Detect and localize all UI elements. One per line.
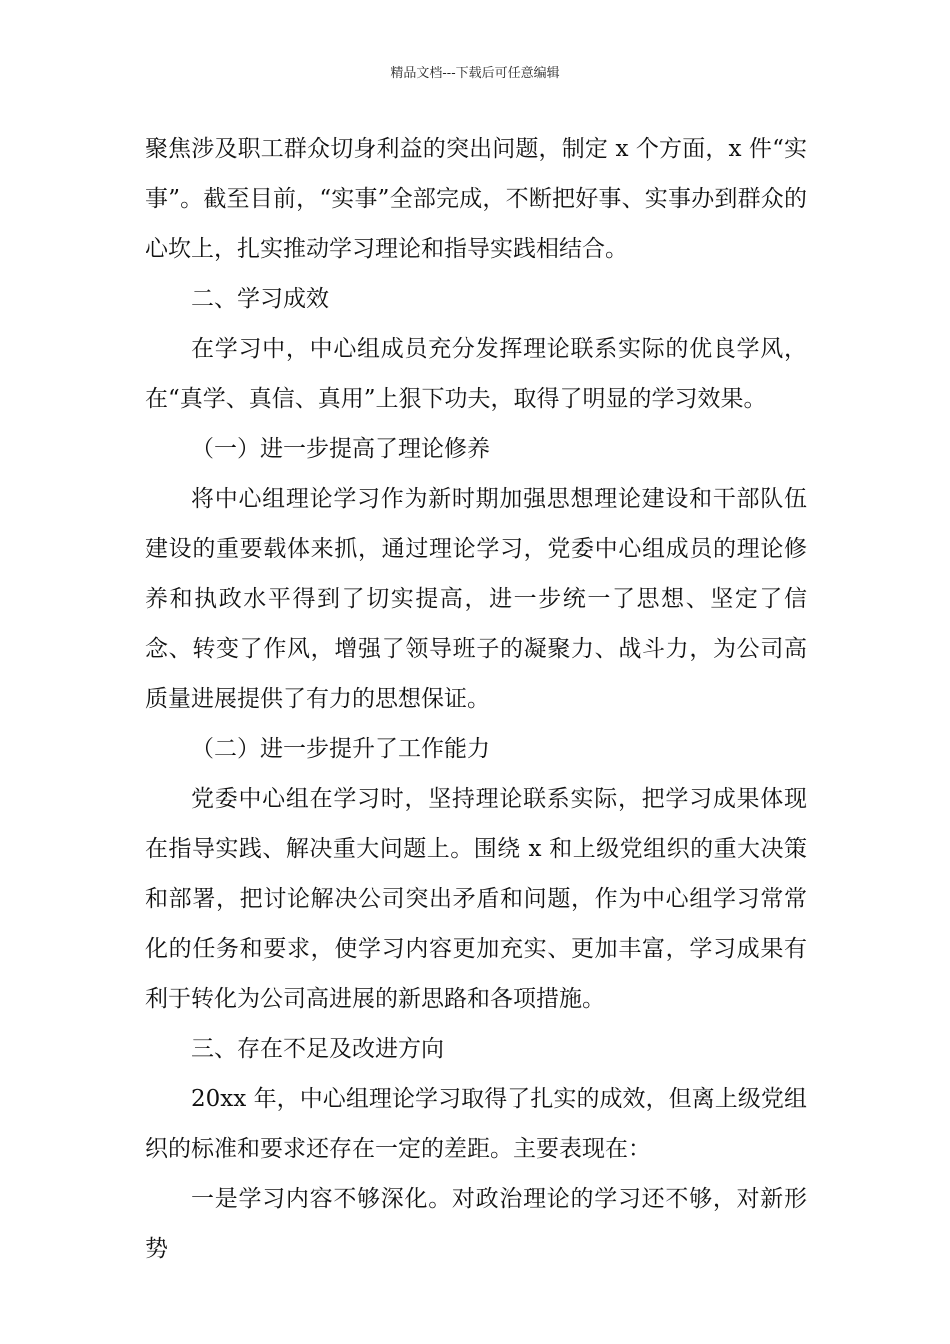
section-heading-shortcomings: 三、存在不足及改进方向 bbox=[191, 1036, 444, 1062]
subheading-theory: （一）进一步提高了理论修养 bbox=[191, 436, 490, 462]
paragraph: 20xx 年，中心组理论学习取得了扎实的成效，但离上级党组织的标准和要求还存在一定的差距。主要表现在： bbox=[145, 1086, 807, 1162]
paragraph-continuation: 聚焦涉及职工群众切身利益的突出问题，制定 x 个方面，x 件“实事”。截至目前，“实事”全部完成，不断把好事、实事办到群众的心坎上，扎实推动学习理论和指导实践相结合。 bbox=[145, 136, 807, 262]
document-body bbox=[145, 124, 807, 1274]
paragraph: 一是学习内容不够深化。对政治理论的学习还不够，对新形势 bbox=[145, 1186, 807, 1262]
page-header: 精品文档---下载后可任意编辑 bbox=[390, 66, 560, 81]
subheading-work-ability: （二）进一步提升了工作能力 bbox=[191, 736, 490, 762]
paragraph: 在学习中，中心组成员充分发挥理论联系实际的优良学风，在“真学、真信、真用”上狠下功夫，取得了明显的学习效果。 bbox=[145, 336, 807, 412]
paragraph: 党委中心组在学习时，坚持理论联系实际，把学习成果体现在指导实践、解决重大问题上。围绕 x 和上级党组织的重大决策和部署，把讨论解决公司突出矛盾和问题，作为中心组学习常常化的任务和要求，使学习内容更加充实、更加丰富，学习成果有利于转化为公司高进展的新思路和各项措施。 bbox=[145, 786, 807, 1012]
section-heading-learning-results: 二、学习成效 bbox=[191, 286, 329, 312]
paragraph: 将中心组理论学习作为新时期加强思想理论建设和干部队伍建设的重要载体来抓，通过理论学习，党委中心组成员的理论修养和执政水平得到了切实提高，进一步统一了思想、坚定了信念、转变了作风，增强了领导班子的凝聚力、战斗力，为公司高质量进展提供了有力的思想保证。 bbox=[145, 486, 807, 712]
